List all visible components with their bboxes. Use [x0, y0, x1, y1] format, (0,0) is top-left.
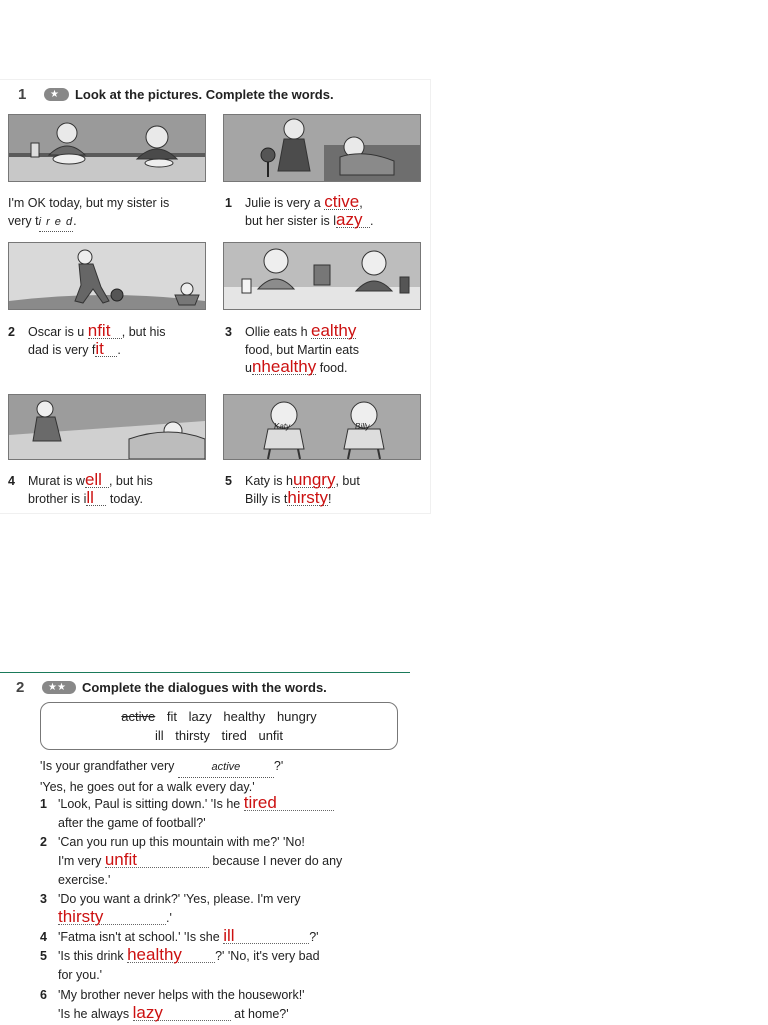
- dialogue-text: for you.': [58, 968, 103, 982]
- item-number: 5: [225, 474, 232, 488]
- example-line-2: [8, 212, 213, 232]
- item-text: but her sister is l: [245, 214, 337, 228]
- item-text: today.: [109, 492, 143, 506]
- item-number: 3: [225, 325, 232, 339]
- picture-katy-billy: [223, 394, 421, 460]
- exercise-2-header: [16, 679, 327, 696]
- item-text: Billy is t: [245, 492, 288, 506]
- item-text: , but his: [108, 474, 153, 488]
- item-text: .: [117, 343, 121, 357]
- handwritten-answer[interactable]: hirsty: [287, 488, 328, 507]
- item-2-caption: [8, 323, 218, 359]
- picture-unfit-oscar: [8, 242, 206, 310]
- word-option: ill: [154, 728, 164, 743]
- exercise-1-header: [18, 86, 334, 103]
- item-text: , but his: [121, 325, 166, 339]
- example-line-1: I'm OK today, but my sister is: [8, 196, 170, 210]
- example-caption: [8, 194, 213, 232]
- item-text: Katy is h: [245, 474, 293, 488]
- word-row-2: [41, 726, 397, 745]
- handwritten-answer[interactable]: azy: [336, 213, 370, 228]
- example-answer: i r e d: [39, 213, 74, 232]
- picture-ill-brother: [8, 394, 206, 460]
- dialogue-text: after the game of football?': [58, 816, 206, 830]
- picture-healthy-ollie: [223, 242, 421, 310]
- dialogue-text: 'Yes, he goes out for a walk every day.': [40, 780, 255, 794]
- dialogue-text: 'Is he always: [58, 1007, 130, 1021]
- example-prefix: very t: [8, 214, 39, 228]
- picture-tired-sister: [8, 114, 206, 182]
- dialogue-example: [40, 757, 400, 797]
- example-suffix: .: [73, 214, 77, 228]
- item-text: , but: [335, 474, 360, 488]
- dialogue-item-3: [40, 890, 403, 928]
- item-text: u: [245, 361, 252, 375]
- exercise-number: 2: [16, 679, 25, 696]
- dialogue-text: 'Is this drink: [58, 949, 124, 963]
- word-option: lazy: [188, 709, 212, 724]
- dialogue-text: 'My brother never helps with the housework!': [58, 988, 305, 1002]
- word-option: healthy: [223, 709, 266, 724]
- dialogue-item-4: [40, 926, 403, 947]
- item-text: Murat is w: [28, 474, 85, 488]
- difficulty-star-icon: ★: [44, 88, 69, 101]
- dialogue-text: ?': [309, 930, 319, 944]
- dialogue-text: 'Look, Paul is sitting down.' 'Is he: [58, 797, 241, 811]
- handwritten-answer[interactable]: thirsty: [58, 910, 166, 925]
- dialogue-text: 'Fatma isn't at school.' 'Is she: [58, 930, 220, 944]
- exercise-number: 1: [18, 86, 27, 103]
- item-number: 1: [40, 797, 47, 811]
- item-number: 4: [8, 474, 15, 488]
- item-text: Oscar is u: [28, 325, 85, 339]
- dialogue-text: because I never do any: [212, 854, 343, 868]
- handwritten-answer[interactable]: ealthy: [311, 321, 357, 340]
- picture-active-julie: [223, 114, 421, 182]
- item-number: 4: [40, 930, 47, 944]
- example-answer: active: [178, 758, 274, 778]
- handwritten-answer[interactable]: lazy: [133, 1006, 231, 1021]
- item-text: Ollie eats h: [245, 325, 308, 339]
- handwritten-answer[interactable]: ell: [85, 473, 109, 488]
- item-number: 1: [225, 196, 232, 210]
- dialogue-text: 'Do you want a drink?' 'Yes, please. I'm very: [58, 892, 301, 906]
- item-number: 5: [40, 949, 47, 963]
- handwritten-answer[interactable]: tired: [244, 796, 334, 811]
- dialogue-text: ?' 'No, it's very bad: [215, 949, 320, 963]
- item-3-caption: [225, 323, 425, 377]
- exercise-title: Look at the pictures. Complete the words.: [74, 87, 334, 102]
- dialogue-item-6: [40, 986, 403, 1024]
- handwritten-answer[interactable]: ctive: [324, 192, 360, 211]
- dialogue-text: .': [166, 911, 172, 925]
- item-1-caption: [225, 194, 425, 230]
- dialogue-text: I'm very: [58, 854, 102, 868]
- dialogue-text: ?': [273, 759, 284, 773]
- exercise-title: Complete the dialogues with the words.: [81, 680, 327, 695]
- word-option: thirsty: [175, 728, 210, 743]
- item-4-caption: [8, 472, 218, 508]
- handwritten-answer[interactable]: ungry: [292, 470, 336, 489]
- word-option: hungry: [276, 709, 317, 724]
- word-option: unfit: [258, 728, 284, 743]
- item-number: 2: [8, 325, 15, 339]
- dialogue-item-5: [40, 945, 403, 985]
- word-option: active: [121, 709, 156, 724]
- item-number: 3: [40, 892, 47, 906]
- bib-label-katy: Katy: [274, 422, 291, 431]
- dialogue-text: at home?': [234, 1007, 289, 1021]
- item-text: Julie is very a: [245, 196, 321, 210]
- handwritten-answer[interactable]: nfit: [88, 324, 122, 339]
- handwritten-answer[interactable]: nhealthy: [251, 357, 317, 376]
- handwritten-answer[interactable]: healthy: [127, 948, 215, 963]
- difficulty-star-icon: ★★: [42, 681, 76, 694]
- handwritten-answer[interactable]: ll: [86, 491, 106, 506]
- item-text: food, but Martin eats: [245, 343, 359, 357]
- item-5-caption: [225, 472, 425, 508]
- item-text: food.: [319, 361, 348, 375]
- word-box: [40, 702, 398, 750]
- dialogue-text: 'Can you run up this mountain with me?' 'No!: [58, 835, 305, 849]
- item-text: ,: [359, 196, 363, 210]
- item-text: .: [370, 214, 374, 228]
- item-text: dad is very f: [28, 343, 96, 357]
- word-option: tired: [221, 728, 247, 743]
- word-row-1: [41, 707, 397, 726]
- word-option: fit: [166, 709, 178, 724]
- dialogue-text: 'Is your grandfather very: [40, 759, 175, 773]
- dialogue-item-2: [40, 833, 403, 890]
- item-text: !: [328, 492, 332, 506]
- item-number: 2: [40, 835, 47, 849]
- dialogue-item-1: [40, 793, 403, 833]
- handwritten-answer[interactable]: it: [95, 342, 117, 357]
- item-text: brother is i: [28, 492, 87, 506]
- dialogue-text: exercise.': [58, 873, 111, 887]
- item-number: 6: [40, 988, 47, 1002]
- bib-label-billy: Billy: [355, 422, 370, 431]
- handwritten-answer[interactable]: ill: [223, 929, 309, 944]
- handwritten-answer[interactable]: unfit: [105, 853, 209, 868]
